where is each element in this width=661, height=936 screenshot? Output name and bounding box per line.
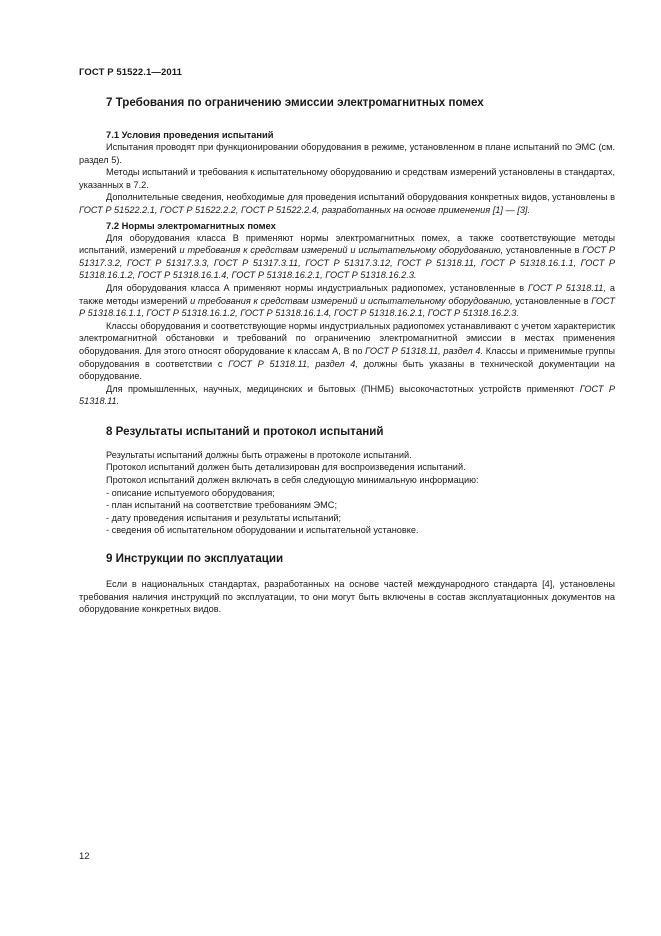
paragraph: Результаты испытаний должны быть отражены в протоколе испытаний. [106, 449, 412, 460]
list-item: - описание испытуемого оборудования; [106, 487, 275, 498]
section-7-1-title: 7.1 Условия проведения испытаний [106, 129, 274, 140]
list-item: - план испытаний на соответствие требованиям ЭМС; [106, 500, 337, 511]
section-8-title: 8 Результаты испытаний и протокол испытаний [106, 424, 384, 438]
paragraph: Для оборудования класса А применяют нормы индустриальных радиопомех, установленные в ГОСТ Р 51318.11, а также методы измерений и требования к средствам измерений и испытательному оборудованию, установленные в ГОСТ Р 51318.16.1.1, ГОСТ Р 51318.16.1.2, ГОСТ Р 51318.16.1.4, ГОСТ Р 51318.16.2.1, ГОСТ Р 51318.16.2.3. [79, 282, 615, 319]
document-header: ГОСТ Р 51522.1—2011 [79, 67, 183, 78]
paragraph: Для оборудования класса В применяют нормы электромагнитных помех, а также соответствующие методы испытаний, измерений и требования к средствам измерений и испытательному оборудованию, установленные в ГОСТ Р 51317.3.2, ГОСТ Р 51317.3.3, ГОСТ Р 51317.3.11, ГОСТ Р 51317.3.12, ГОСТ Р 51318.11, ГОСТ Р 51318.16.1.1, ГОСТ Р 51318.16.1.2, ГОСТ Р 51318.16.1.4, ГОСТ Р 51318.16.2.1, ГОСТ Р 51318.16.2.3. [79, 232, 616, 281]
paragraph: Если в национальных стандартах, разработанных на основе частей международного стандарта [4], установлены требования наличия инструкций по эксплуатации, то они могут быть включены в состав эксплуатационных документов на оборудование конкретных видов. [79, 579, 615, 615]
section-9-title: 9 Инструкции по эксплуатации [106, 552, 284, 566]
paragraph: Классы оборудования и соответствующие нормы индустриальных радиопомех устанавливают с учетом характеристик электромагнитной обстановки и требований по ограничению электромагнитной эмиссии в местах применения оборудования. Для этого относят оборудование к классам А, В по ГОСТ Р 51318.11, раздел 4. Классы и применимые группы оборудования в соответствии с ГОСТ Р 51318.11, раздел 4, должны быть указаны в технической документации на оборудование. [79, 320, 615, 382]
document-body [79, 95, 615, 616]
paragraph: Протокол испытаний должен включать в себя следующую минимальную информацию: [106, 475, 479, 486]
paragraph: Протокол испытаний должен быть детализирован для воспроизведения испытаний. [106, 462, 466, 473]
section-7-title: 7 Требования по ограничению эмиссии электромагнитных помех [106, 96, 484, 109]
list-item: - дату проведения испытания и результаты испытаний; [106, 512, 342, 523]
list-item: - сведения об испытательном оборудовании и испытательной установке. [106, 525, 419, 536]
paragraph: Дополнительные сведения, необходимые для проведения испытаний оборудования конкретных видов, установлены в ГОСТ Р 51522.2.1, ГОСТ Р 51522.2.2, ГОСТ Р 51522.2.4, разработанных на основе применения [1] — [3]. [79, 192, 615, 215]
section-7-2-title: 7.2 Нормы электромагнитных помех [106, 219, 276, 231]
page-number: 12 [79, 851, 90, 862]
paragraph: Испытания проводят при функционировании оборудования в режиме, установленном в плане испытаний по ЭМС (см. раздел 5). [79, 142, 615, 165]
paragraph: Методы испытаний и требования к испытательному оборудованию и средствам измерений установлены в стандартах, указанных в 7.2. [79, 167, 615, 190]
paragraph: Для промышленных, научных, медицинских и бытовых (ПНМБ) высокочастотных устройств применяют ГОСТ Р 51318.11. [79, 383, 615, 407]
